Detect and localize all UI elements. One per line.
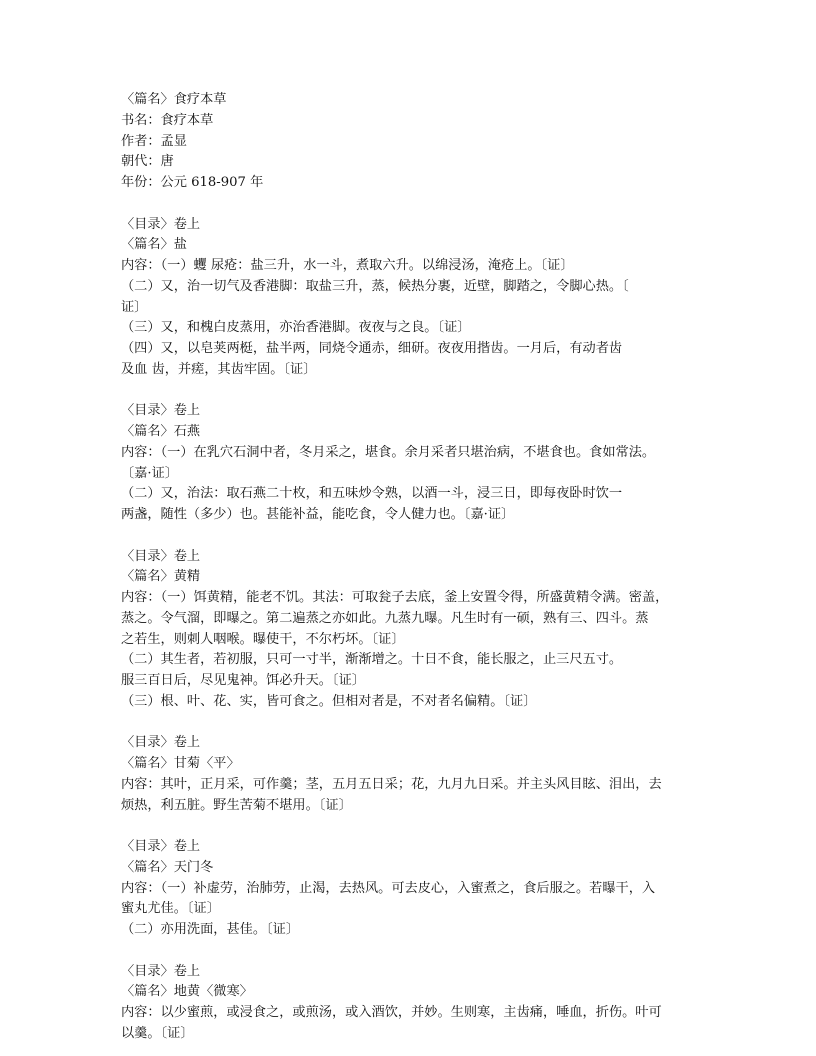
document-page [121,90,701,1045]
entry-catalog: 〈目录〉卷上 [121,216,201,232]
author: 作者：孟显 [121,133,187,149]
spacer [121,526,701,547]
entry-text-line: 蒸之。令气溜，即曝之。第二遍蒸之亦如此。九蒸九曝。凡生时有一硕，熟有三、四斗。蒸 [121,610,649,626]
entry-text-line: 内容：（一）饵黄精，能老不饥。其法：可取瓮子去底，釜上安置令得，所盛黄精令满。密盖， [121,590,669,605]
entry-text-line: 两盏，随性（多少）也。甚能补益，能吃食，令人健力也。〔嘉·证〕 [121,507,515,522]
book-info [121,90,701,194]
entry-text-line: （二）亦用洗面，甚佳。〔证〕 [121,922,300,937]
entry-title: 〈篇名〉盐 [121,237,187,253]
spacer [121,381,701,402]
entry-text-line: 服三百日后，尽见鬼神。饵必升天。〔证〕 [121,673,365,688]
entry-text-line: 〔嘉·证〕 [121,465,178,481]
entry-huangjing [121,547,701,713]
entry-ganju [121,733,701,816]
year: 年份：公元 618-907 年 [121,175,264,190]
entry-text-line: （二）又，治一切气及香港脚：取盐三升，蒸，候热分裹，近壁，脚踏之，令脚心热。〔 [121,278,629,294]
book-name: 书名：食疗本草 [121,112,214,128]
entry-text-line: 蜜丸尤佳。〔证〕 [121,901,220,917]
entry-text-line: 内容：（一）在乳穴石洞中者，冬月采之，堪食。余月采者只堪治病，不堪食也。食如常法。 [121,444,656,460]
entry-catalog: 〈目录〉卷上 [121,403,201,419]
entry-text-line: （二）其生者，若初服，只可一寸半，渐渐增之。十日不食，能长服之，止三尺五寸。 [121,652,623,668]
spacer [121,713,701,734]
spacer [121,194,701,215]
entry-text-line: 烦热，利五脏。野生苦菊不堪用。〔证〕 [121,797,352,813]
entry-text-line: （四）又，以皂荚两梃，盐半两，同烧令通赤，细研。夜夜用揩齿。一月后，有动者齿 [121,341,623,356]
entry-text-line: 内容：（一）补虚劳，治肺劳，止渴，去热风。可去皮心，入蜜煮之，食后服之。若曝干，入 [121,880,656,896]
entry-text-line: 证〕 [121,299,148,315]
entry-text-line: 以羹。〔证〕 [121,1025,194,1041]
entry-title: 〈篇名〉黄精 [121,569,201,585]
entry-catalog: 〈目录〉卷上 [121,548,201,564]
entry-text-line: （三）又，和槐白皮蒸用，亦治香港脚。夜夜与之良。〔证〕 [121,320,471,336]
entry-text-line: 及血 齿，并瘥，其齿牢固。〔证〕 [121,361,317,377]
entry-title: 〈篇名〉天门冬 [121,859,214,875]
entry-dihuang [121,962,701,1045]
chapter-title: 〈篇名〉食疗本草 [121,92,227,107]
entry-salt [121,215,701,381]
spacer [121,941,701,962]
entry-tianmendong [121,837,701,941]
entry-text-line: 内容：（一）蠼 尿疮：盐三升，水一斗，煮取六升。以绵浸汤，淹疮上。〔证〕 [121,258,574,273]
spacer [121,816,701,837]
entry-catalog: 〈目录〉卷上 [121,839,201,854]
entry-text-line: （三）根、叶、花、实，皆可食之。但相对者是，不对者名偏精。〔证〕 [121,693,537,709]
entry-text-line: （二）又，治法：取石燕二十枚，和五味炒令熟，以酒一斗，浸三日，即每夜卧时饮一 [121,486,623,502]
entry-text-line: 之若生，则刺人咽喉。曝使干，不尔朽坏。〔证〕 [121,631,405,647]
entry-title: 〈篇名〉甘菊〈平〉 [121,756,240,771]
entry-shiyan [121,401,701,526]
entry-catalog: 〈目录〉卷上 [121,735,201,751]
entry-text-line: 内容：其叶，正月采，可作羹；茎，五月五日采；花，九月九日采。并主头风目眩、泪出，去 [121,776,662,792]
entry-title: 〈篇名〉石燕 [121,424,201,439]
entry-text-line: 内容：以少蜜煎，或浸食之，或煎汤，或入酒饮，并妙。生则寒，主齿痛，唾血，折伤。叶可 [121,1005,662,1020]
dynasty: 朝代：唐 [121,154,174,170]
entry-title: 〈篇名〉地黄〈微寒〉 [121,984,253,1000]
entry-catalog: 〈目录〉卷上 [121,963,201,979]
